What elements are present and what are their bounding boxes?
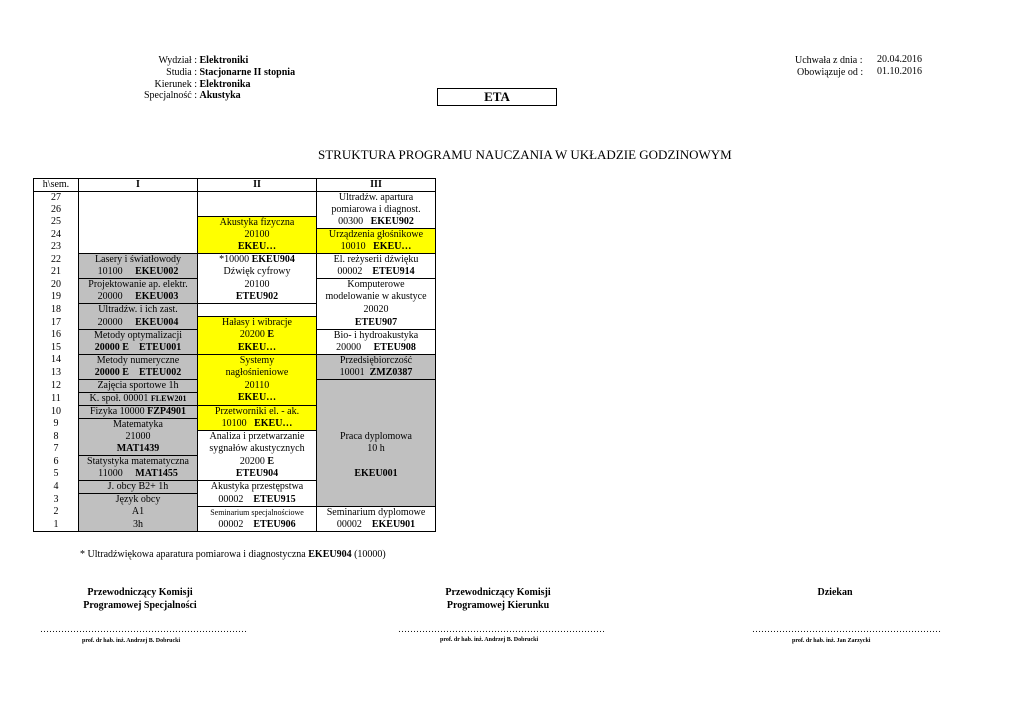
empty-cell — [317, 481, 436, 494]
course-cell — [198, 254, 317, 267]
signature-role: Przewodniczący Komisji — [445, 587, 551, 598]
course-cell: 21000 — [79, 431, 198, 444]
empty-cell — [79, 192, 198, 254]
faculty-value: Elektroniki — [199, 55, 249, 66]
hour-cell: 18 — [34, 304, 79, 317]
course-code: ETEU915 — [253, 493, 296, 505]
table-row — [34, 456, 436, 469]
table-row — [34, 481, 436, 494]
course-code: FLEW201 — [150, 393, 187, 403]
footnote — [80, 549, 386, 560]
table-row — [34, 379, 436, 392]
footnote-hours: (10000) — [354, 549, 386, 560]
signature-block-field — [418, 586, 578, 612]
course-cell: Lasery i światłowody — [79, 254, 198, 267]
table-row — [34, 506, 436, 519]
valid-label: Obowiązuje od : — [797, 67, 864, 78]
table-row — [34, 192, 436, 205]
course-cell: Akustyka fizyczna — [198, 216, 317, 229]
course-hours: 10001 — [339, 366, 365, 378]
course-cell: sygnałów akustycznych — [198, 443, 317, 456]
hour-cell: 23 — [34, 241, 79, 254]
course-cell: Projektowanie ap. elektr. — [79, 279, 198, 292]
course-hours: 20000 — [97, 316, 123, 328]
course-cell — [198, 519, 317, 532]
hour-cell: 24 — [34, 229, 79, 242]
signature-block-dean — [790, 586, 880, 599]
hour-cell: 27 — [34, 192, 79, 205]
course-code: EKEU004 — [135, 316, 179, 328]
valid-row — [797, 67, 863, 79]
hour-cell: 20 — [34, 279, 79, 292]
course-hours: 20000 E — [94, 366, 129, 378]
course-hours: *10000 — [219, 254, 250, 265]
signatory-name: prof. dr hab. inż. Andrzej B. Dobrucki — [82, 638, 181, 644]
course-cell — [79, 367, 198, 380]
course-cell: Praca dyplomowa — [317, 431, 436, 444]
semester-2-header: II — [198, 179, 317, 192]
course-hours: 20200 — [239, 329, 265, 341]
faculty-label: Wydział : — [158, 55, 197, 66]
course-hours: 11000 — [98, 468, 123, 479]
course-code: EKEU902 — [370, 216, 414, 227]
course-code: ETEU902 — [198, 291, 317, 304]
course-code: ZMZ0387 — [369, 366, 413, 378]
course-hours: 10100 — [97, 266, 123, 277]
course-cell — [79, 317, 198, 330]
course-code: EKEU… — [254, 418, 293, 429]
course-hours: 00002 — [337, 266, 363, 277]
course-cell — [198, 418, 317, 431]
table-row — [34, 342, 436, 355]
table-row — [34, 418, 436, 431]
table-row — [34, 443, 436, 456]
table-row — [34, 291, 436, 304]
course-cell: Urządzenia głośnikowe — [317, 229, 436, 242]
course-cell: Matematyka — [79, 418, 198, 431]
course-hours: K. społ. 00001 — [89, 392, 149, 404]
signature-block-specialty — [60, 586, 220, 612]
hour-cell: 17 — [34, 317, 79, 330]
course-cell: pomiarowa i diagnost. — [317, 204, 436, 216]
course-cell: 20110 — [198, 379, 317, 392]
hour-cell: 12 — [34, 379, 79, 392]
course-cell: 10 h — [317, 443, 436, 456]
course-code: ETEU001 — [138, 341, 182, 353]
course-hours: 00300 — [338, 216, 364, 227]
hour-cell: 11 — [34, 392, 79, 405]
hour-cell: 9 — [34, 418, 79, 431]
course-code: EKEU… — [198, 241, 317, 254]
empty-cell — [317, 456, 436, 469]
course-cell: El. reżyserii dźwięku — [317, 254, 436, 267]
resolution-label: Uchwała z dnia : — [795, 55, 863, 66]
course-hours: 00002 — [218, 518, 244, 530]
hour-cell: 8 — [34, 431, 79, 444]
course-cell: Język obcy — [79, 494, 198, 507]
course-cell: J. obcy B2+ 1h — [79, 481, 198, 494]
hours-header: h\sem. — [34, 179, 79, 192]
signature-role: Programowej Kierunku — [446, 600, 550, 611]
course-cell — [317, 241, 436, 254]
specialty-row — [97, 90, 241, 102]
studies-row — [97, 67, 295, 79]
exam-mark: E — [267, 329, 275, 341]
course-cell — [317, 216, 436, 229]
course-cell — [79, 291, 198, 304]
hour-cell: 14 — [34, 354, 79, 367]
course-cell — [79, 392, 198, 405]
course-code: MAT1439 — [79, 443, 198, 456]
course-code: EKEU904 — [251, 254, 295, 265]
program-structure-table — [33, 178, 436, 532]
course-code: MAT1455 — [135, 468, 178, 479]
course-cell: Seminarium dyplomowe — [317, 506, 436, 519]
signature-line: …………………………………………………………… — [398, 624, 605, 634]
course-code: ETEU908 — [373, 341, 416, 353]
course-hours: 20200 — [239, 455, 265, 467]
signature-line: …………………………………………………………… — [40, 624, 247, 634]
empty-cell — [317, 494, 436, 507]
course-cell — [79, 468, 198, 481]
course-code: ETEU904 — [198, 468, 317, 481]
course-hours: 20000 E — [94, 341, 129, 353]
course-cell: A1 — [79, 506, 198, 519]
course-cell: nagłośnieniowe — [198, 367, 317, 380]
table-row — [34, 329, 436, 342]
table-row — [34, 254, 436, 267]
course-cell: modelowanie w akustyce — [317, 291, 436, 304]
hour-cell: 13 — [34, 367, 79, 380]
course-cell: 20100 — [198, 279, 317, 292]
table-row — [34, 494, 436, 507]
hour-cell: 7 — [34, 443, 79, 456]
table-row — [34, 519, 436, 532]
resolution-row — [795, 55, 862, 67]
signatory-name: prof. dr hab. inż. Andrzej B. Dobrucki — [440, 637, 539, 643]
specialty-value: Akustyka — [199, 90, 241, 101]
signature-role: Programowej Specjalności — [83, 600, 197, 611]
course-cell: 3h — [79, 519, 198, 532]
course-cell — [317, 519, 436, 532]
course-hours: 00002 — [336, 518, 362, 530]
course-cell: Ultradźw. apartura — [317, 192, 436, 205]
footnote-code: EKEU904 — [308, 549, 352, 560]
course-hours: 10010 — [340, 241, 366, 252]
course-cell — [198, 329, 317, 342]
table-row — [34, 304, 436, 317]
semester-3-header: III — [317, 179, 436, 192]
specialty-label: Specjalność : — [143, 90, 197, 101]
course-hours: 00002 — [218, 493, 244, 505]
course-code: EKEU002 — [135, 266, 179, 277]
hour-cell: 3 — [34, 494, 79, 507]
table-row — [34, 279, 436, 292]
course-hours: 20000 — [97, 291, 123, 302]
table-row — [34, 468, 436, 481]
course-code: EKEU001 — [317, 468, 436, 481]
course-code: ETEU906 — [253, 518, 296, 530]
course-code: EKEU… — [198, 342, 317, 355]
course-cell — [198, 494, 317, 507]
course-code: EKEU… — [373, 241, 412, 252]
course-cell — [317, 342, 436, 355]
course-code: ETEU907 — [317, 317, 436, 330]
table-row — [34, 317, 436, 330]
table-header-row — [34, 179, 436, 192]
valid-date: 01.10.2016 — [877, 66, 922, 77]
hour-cell: 26 — [34, 204, 79, 216]
hour-cell: 16 — [34, 329, 79, 342]
course-cell: Seminarium specjalnościowe — [198, 506, 317, 519]
hour-cell: 21 — [34, 266, 79, 279]
hour-cell: 1 — [34, 519, 79, 532]
faculty-row — [97, 55, 248, 67]
hour-cell: 5 — [34, 468, 79, 481]
course-code: EKEU… — [198, 392, 317, 405]
course-cell: Bio- i hydroakustyka — [317, 329, 436, 342]
course-hours: Fizyka 10000 — [89, 405, 145, 417]
course-code: EKEU901 — [371, 518, 416, 530]
course-cell: Metody numeryczne — [79, 354, 198, 367]
empty-cell — [198, 304, 317, 317]
course-cell: Przedsiębiorczość — [317, 354, 436, 367]
course-hours: 20000 — [336, 341, 362, 353]
course-cell — [79, 405, 198, 418]
table-row — [34, 431, 436, 444]
hour-cell: 22 — [34, 254, 79, 267]
course-cell — [198, 456, 317, 469]
course-cell — [317, 266, 436, 279]
course-cell — [79, 342, 198, 355]
footnote-text: * Ultradźwiękowa aparatura pomiarowa i diagnostyczna — [80, 549, 306, 560]
course-code: FZP4901 — [147, 405, 187, 417]
hour-cell: 2 — [34, 506, 79, 519]
empty-cell — [317, 418, 436, 431]
signatory-name: prof. dr hab. inż. Jan Zarzycki — [792, 638, 871, 644]
hour-cell: 4 — [34, 481, 79, 494]
table-row — [34, 354, 436, 367]
exam-mark: E — [267, 455, 275, 467]
course-cell: Metody optymalizacji — [79, 329, 198, 342]
program-code-box: ETA — [437, 88, 557, 106]
course-cell: Akustyka przestępstwa — [198, 481, 317, 494]
course-cell — [79, 266, 198, 279]
empty-cell — [198, 192, 317, 217]
field-label: Kierunek : — [154, 79, 197, 90]
field-value: Elektronika — [199, 79, 251, 90]
course-cell: Analiza i przetwarzanie — [198, 431, 317, 444]
course-cell — [317, 367, 436, 380]
course-code: ETEU914 — [372, 266, 415, 277]
signature-role: Przewodniczący Komisji — [87, 587, 193, 598]
course-cell: Dźwięk cyfrowy — [198, 266, 317, 279]
course-cell: Hałasy i wibracje — [198, 317, 317, 330]
empty-cell — [317, 379, 436, 418]
course-code: ETEU002 — [138, 366, 182, 378]
course-hours: 10100 — [221, 418, 247, 429]
hour-cell: 6 — [34, 456, 79, 469]
hour-cell: 10 — [34, 405, 79, 418]
studies-value: Stacjonarne II stopnia — [199, 67, 296, 78]
page-title: STRUKTURA PROGRAMU NAUCZANIA W UKŁADZIE GODZINOWYM — [318, 147, 732, 162]
course-cell: Przetworniki el. - ak. — [198, 405, 317, 418]
hour-cell: 15 — [34, 342, 79, 355]
course-cell: Statystyka matematyczna — [79, 456, 198, 469]
table-row — [34, 266, 436, 279]
resolution-date: 20.04.2016 — [877, 54, 922, 65]
course-code: EKEU003 — [135, 291, 179, 302]
semester-1-header: I — [79, 179, 198, 192]
signature-role: Dziekan — [817, 587, 853, 598]
signature-line: ……………………………………………………… — [752, 624, 941, 634]
hour-cell: 19 — [34, 291, 79, 304]
studies-label: Studia : — [166, 67, 197, 78]
course-cell: Ultradźw. i ich zast. — [79, 304, 198, 317]
course-cell: Komputerowe — [317, 279, 436, 292]
course-cell: Systemy — [198, 354, 317, 367]
course-cell: 20100 — [198, 229, 317, 242]
table-row — [34, 367, 436, 380]
course-cell: Zajęcia sportowe 1h — [79, 379, 198, 392]
course-cell: 20020 — [317, 304, 436, 317]
hour-cell: 25 — [34, 216, 79, 229]
